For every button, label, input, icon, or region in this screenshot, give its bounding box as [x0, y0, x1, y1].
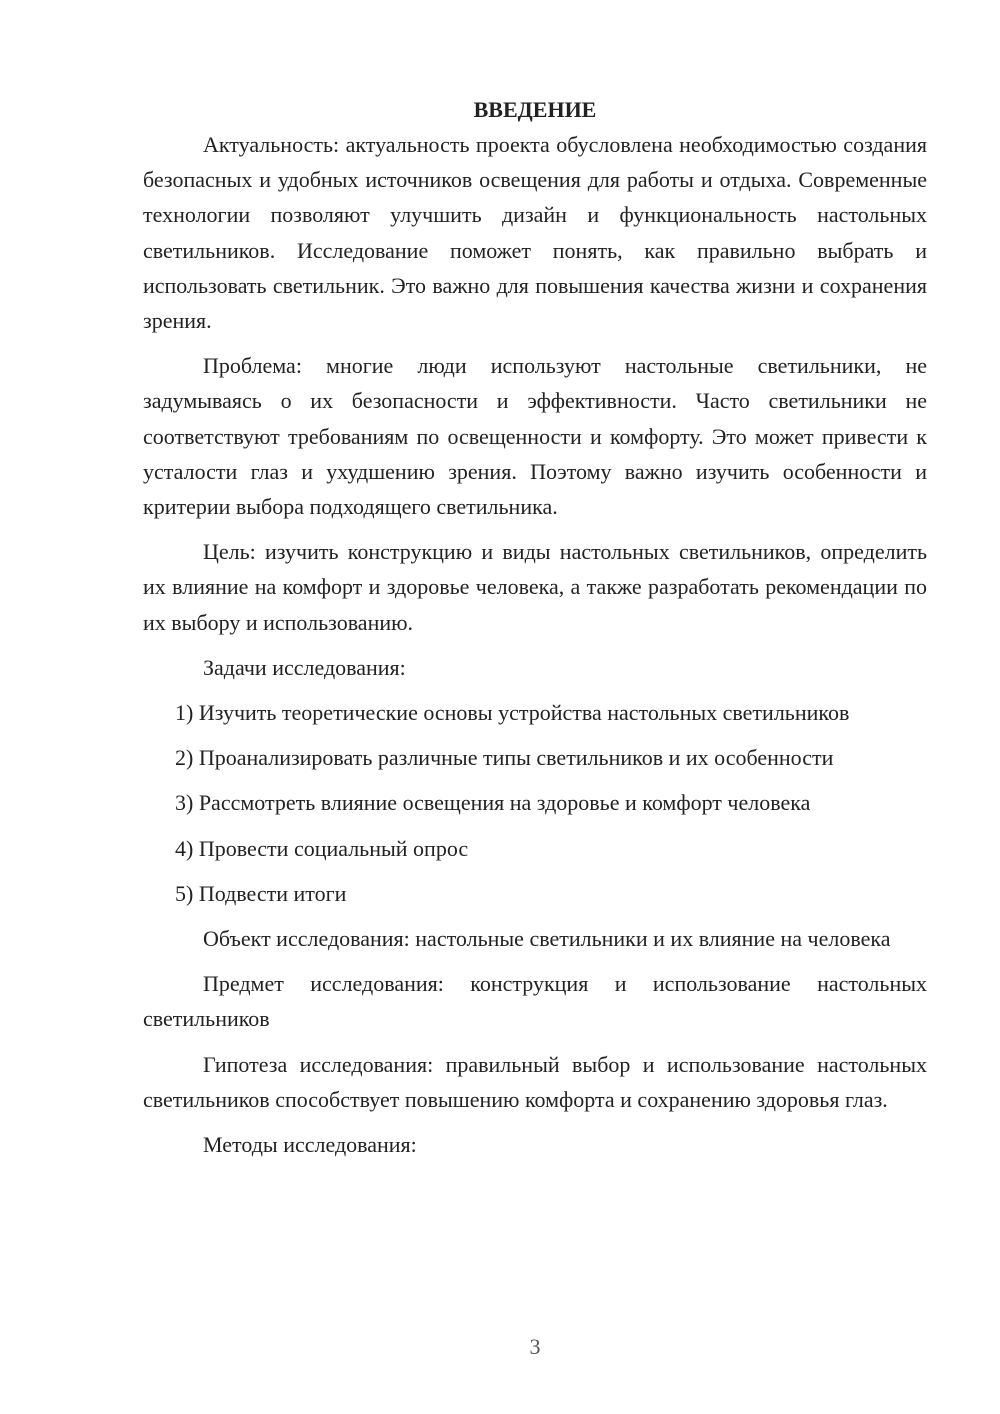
hypothesis-paragraph: Гипотеза исследования: правильный выбор и использование настольных светильников способствует повышению комфорта и сохранению здоровья глаз.: [143, 1051, 927, 1112]
list-item: 4) Провести социальный опрос: [175, 835, 469, 861]
goal-paragraph: Цель: изучить конструкцию и виды настольных светильников, определить их влияние на комфорт и здоровье человека, а также разработать рекомендации по их выбору и использованию.: [143, 539, 927, 635]
list-item: 5) Подвести итоги: [175, 880, 347, 906]
list-item: 1) Изучить теоретические основы устройства настольных светильников: [175, 700, 850, 726]
tasks-title: Задачи исследования:: [203, 654, 406, 680]
methods-title: Методы исследования:: [203, 1132, 417, 1158]
tasks-list: [143, 695, 927, 911]
document-page: [143, 92, 927, 1162]
page-number: 3: [529, 1334, 541, 1359]
list-item: 2) Проанализировать различные типы светильников и их особенности: [175, 745, 834, 771]
relevance-paragraph: Актуальность: актуальность проекта обусловлена необходимостью создания безопасных и удобных источников освещения для работы и отдыха. Современные технологии позволяют улучшить дизайн и функциональность настольных светильников. Исследование поможет понять, как правильно выбрать и использовать светильник. Это важно для повышения качества жизни и сохранения зрения.: [143, 132, 927, 334]
object-paragraph: Объект исследования: настольные светильники и их влияние на человека: [203, 926, 891, 952]
subject-paragraph: Предмет исследования: конструкция и использование настольных светильников: [143, 971, 927, 1032]
list-item: 3) Рассмотреть влияние освещения на здоровье и комфорт человека: [175, 790, 811, 816]
page-title: ВВЕДЕНИЕ: [473, 97, 597, 122]
problem-paragraph: Проблема: многие люди используют настольные светильники, не задумываясь о их безопасности и эффективности. Часто светильники не соответствуют требованиям по освещенности и комфорту. Это может привести к усталости глаз и ухудшению зрения. Поэтому важно изучить особенности и критерии выбора подходящего светильника.: [143, 353, 927, 520]
